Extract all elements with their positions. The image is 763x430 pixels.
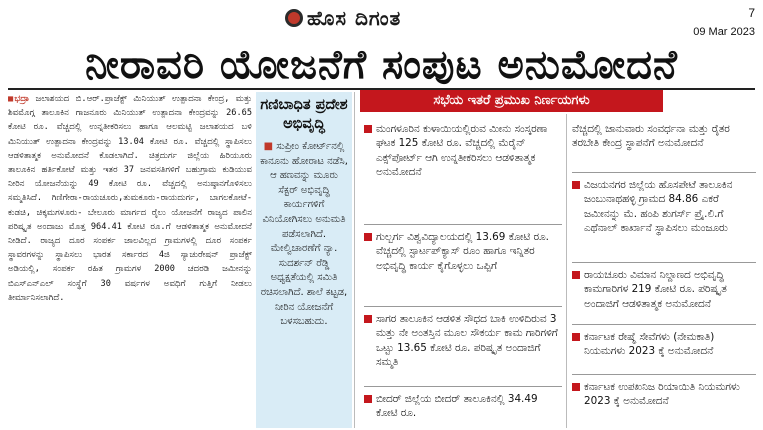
decision-text: ವಿಜಯನಗರ ಜಿಲ್ಲೆಯ ಹೊಸಪೇಟೆ ತಾಲೂಕಿನ ಜಂಬುನಾಥಹಳ್ಳಿ ಗ್ರಾಮದ 84.86 ಎಕರೆ ಜಮೀನನ್ನು ಮೆ. ಹಂಪಿ ಶುಗರ್ಸ್ ಪ್ರೈ.ಲಿ.ಗೆ ಎಥೆನಾಲ್ ಕಾರ್ಖಾನೆ ಸ್ಥಾಪಿಸಲು ಮಂಜೂರು [584, 179, 733, 235]
bullet-square-icon [572, 333, 580, 341]
decision-text: ರಾಯಚೂರು ವಿಮಾನ ನಿಲ್ದಾಣದ ಅಭಿವೃದ್ಧಿ ಕಾಮಗಾರಿಗಳ 219 ಕೋಟಿ ರೂ. ಪರಿಷ್ಕೃತ ಅಂದಾಜಿಗೆ ಆಡಳಿತಾತ್ಮಕ ಅನುಮೋದನೆ [584, 269, 727, 310]
decision-item [364, 230, 562, 273]
left-article-paragraph [8, 92, 252, 305]
left-article-body: ಜಲಾಶಯದ ಬಿ.ಆರ್.ಪ್ರಾಜೆಕ್ಟ್ ಮಿನಿಯುತ್ ಉತ್ಪಾದನಾ ಕೇಂದ್ರ, ಮತ್ತು ಶಿವಮೊಗ್ಗ ತಾಲೂಕಿನ ಗಾಜನೂರು ಮಿನಿಯುತ್ ಉತ್ಪಾದನಾ ಕೇಂದ್ರವನ್ನು 26.65 ಕೋಟಿ ರೂ. ವೆಚ್ಚದಲ್ಲಿ ಉನ್ನತೀಕರಿಸಲು ಹಾಗೂ ಆಲಮಟ್ಟಿ ಜಲಾಶಯದ ಬಳಿ ಮಿನಿಯುತ್ ಉತ್ಪಾದನಾ ಕೇಂದ್ರವನ್ನು 13.04 ಕೋಟಿ ರೂ. ವೆಚ್ಚದಲ್ಲಿ ಸ್ಥಾಪಿಸಲು ಆಡಳಿತಾತ್ಮಕ ಅನುಮೋದನೆ ಕೊಡಲಾಗಿದೆ. ಚಿತ್ರದುರ್ಗ ಜಿಲ್ಲೆಯ ಹಿರಿಯೂರು ತಾಲೂಕಿನ ಹರ್ತಿಕೋಟೆ ಮತ್ತು ಇತರ 37 ಜನವಸತಿಗಳಿಗೆ ಬಹುಗ್ರಾಮ ಕುಡಿಯುವ ನೀರಿನ ಯೋಜನೆಯನ್ನು 49 ಕೋಟಿ ರೂ. ವೆಚ್ಚದಲ್ಲಿ ಅನುಷ್ಠಾನಗೊಳಿಸಲು ಸಮ್ಮತಿಸಿದೆ. ಗಿಣಿಗೇರಾ-ರಾಯಚೂರು,ತುಮಕೂರು-ರಾಯದುರ್ಗ, ಬಾಗಲಕೋಟೆ-ಕುಡಚಿ, ಚಿಕ್ಕಮಗಳೂರು- ಬೇಲೂರು ಮಾರ್ಗದ ರೈಲು ಯೋಜನೆಗೆ ರಾಜ್ಯದ ಪಾಲಿನ ಪರಿಷ್ಕೃತ ಅಂದಾಜು ಮೊತ್ತ 964.41 ಕೋಟಿ ರೂ.ಗೆ ಆಡಳಿತಾತ್ಮಕ ಅನುಮೋದನೆ ನೀಡಿದೆ. ರಾಜ್ಯದ ದೂರ ಸಂಪರ್ಕ ಜಾಲವಿಲ್ಲದ ಗ್ರಾಮಗಳಲ್ಲಿ ದೂರ ಸಂಪರ್ಕ ಸ್ಥಾವರಗಳನ್ನು ಸ್ಥಾಪಿಸಲು ಭಾರತ ಸರ್ಕಾರದ 4ಜಿ ಸ್ಯಾಚುರೇಷನ್ ಪ್ರಾಜೆಕ್ಟ್ ಅಡಿಯಲ್ಲಿ, ಸಂಪರ್ಕ ರಹಿತ ಗ್ರಾಮಗಳ 2000 ಚದರಡಿ ಜಮೀನನ್ನು ಬಿಎಸ್‌ಎನ್‌ಎಲ್ ಸಂಸ್ಥೆಗೆ 30 ವರ್ಷಗಳ ಅವಧಿಗೆ ಗುತ್ತಿಗೆ ನೀಡಲು ತೀರ್ಮಾನಿಸಲಾಗಿದೆ. [8, 94, 252, 303]
decision-text: ವೆಚ್ಚದಲ್ಲಿ ಜಾನುವಾರು ಸಂವರ್ಧನಾ ಮತ್ತು ರೈತರ ತರಬೇತಿ ಕೇಂದ್ರ ಸ್ಥಾಪನೆಗೆ ಅನುಮೋದನೆ [572, 123, 730, 150]
bullet-square-icon [572, 181, 580, 189]
item-divider [572, 324, 756, 325]
dateline-marker-icon: ■ [263, 141, 274, 152]
headline: ನೀರಾವರಿ ಯೋಜನೆಗೆ ಸಂಪುಟ ಅನುಮೋದನೆ [85, 42, 678, 88]
edition-date: 09 Mar 2023 [693, 26, 755, 38]
decision-item [572, 268, 756, 311]
item-divider [572, 374, 756, 375]
decision-text: ಸಾಗರ ತಾಲೂಕಿನ ಆಡಳಿತ ಸೌಧದ ಬಾಕಿ ಉಳಿದಿರುವ 3 ಮತ್ತು ನೇ ಅಂತಸ್ತಿನ ಮೂಲ ಸೌಕರ್ಯ ಕಾಮ ಗಾರಿಗಳಿಗೆ ಒಟ್ಟು 13.65 ಕೋಟಿ ರೂ. ಪರಿಷ್ಕೃತ ಅಂದಾಜಿಗೆ ಸಮ್ಮತಿ [376, 313, 558, 369]
item-divider [364, 386, 562, 387]
decision-text: ಕರ್ನಾಟಕ ಉಪಖನಿಜ ರಿಯಾಯಿತಿ ನಿಯಮಗಳು 2023 ಕ್ಕೆ ಅನುಮೋದನೆ [584, 381, 740, 408]
item-divider [364, 306, 562, 307]
newspaper-name: ಹೊಸ ದಿಗಂತ [307, 6, 402, 30]
masthead [285, 4, 401, 32]
decision-item [364, 392, 562, 421]
mining-area-box [256, 92, 352, 428]
decision-text: ಕರ್ನಾಟಕ ರೇಷ್ಮೆ ಸೇವೆಗಳು (ನೇಮಕಾತಿ) ನಿಯಮಗಳು 2023 ಕ್ಕೆ ಅನುಮೋದನೆ [584, 331, 715, 358]
item-divider [572, 262, 756, 263]
item-divider [572, 172, 756, 173]
decision-text: ಗುಲ್ಬರ್ಗ ವಿಶ್ವವಿದ್ಯಾಲಯದಲ್ಲಿ 13.69 ಕೋಟಿ ರೂ. ವೆಚ್ಚದಲ್ಲಿ ಸ್ಟಾರ್ಟಪ್‌ಕ್ಯಾಸ್ ರೂಂ ಹಾಗೂ ಇನ್ನಿತರ ಅಭಿವೃದ್ಧಿ ಕಾರ್ಯ ಕೈಗೊಳ್ಳಲು ಒಪ್ಪಿಗೆ [376, 231, 549, 272]
page-number: 7 [748, 6, 755, 20]
bullet-square-icon [364, 233, 372, 241]
decision-text: ಬೀದರ್ ಜಿಲ್ಲೆಯ ಬೀದರ್ ತಾಲೂಕಿನಲ್ಲಿ 34.49 ಕೋಟಿ ರೂ. [376, 393, 538, 420]
left-article [8, 92, 252, 305]
decision-item [572, 380, 756, 409]
decisions-column-divider [566, 114, 567, 428]
decision-item [572, 178, 756, 236]
item-divider [364, 224, 562, 225]
decision-continuation [572, 122, 756, 151]
dateline-marker-icon: ■ [8, 94, 15, 104]
mining-area-heading: ಗಣಿಬಾಧಿತ ಪ್ರದೇಶ ಅಭಿವೃದ್ಧಿ [260, 97, 348, 132]
bullet-square-icon [572, 271, 580, 279]
mining-area-body: ಸುಪ್ರೀಂ ಕೋರ್ಟ್‌ನಲ್ಲಿ ಕಾನೂನು ಹೋರಾಟ ನಡೆಸಿ, ಆ ಹಣವನ್ನು ಮೂರು ಸೆಕ್ಟರ್ ಅಭಿವೃದ್ಧಿ ಕಾರ್ಯಗಳಿಗೆ ವಿನಿಯೋಗಿಸಲು ಅನುಮತಿ ಪಡೆಸಲಾಗಿದೆ. ಮೇಲ್ವಿಚಾರಣೆಗೆ ನ್ಯಾ. ಸುದರ್ಶನ್ ರೆಡ್ಡಿ ಅಧ್ಯಕ್ಷತೆಯಲ್ಲಿ ಸಮಿತಿ ರಚಿಸಲಾಗಿದೆ. ಶಾಲೆ ಕಟ್ಟಡ, ನೀರಿನ ಯೋಜನೆಗೆ ಬಳಸಬಹುದು. [260, 141, 348, 328]
bullet-square-icon [364, 315, 372, 323]
mining-area-body-wrap [260, 140, 348, 330]
decision-item [572, 330, 756, 359]
bullet-square-icon [572, 383, 580, 391]
dateline-place: ಭದ್ರಾ [14, 94, 30, 104]
decision-item [364, 312, 562, 370]
bullet-square-icon [364, 395, 372, 403]
decision-item [364, 122, 562, 180]
decisions-banner: ಸಭೆಯ ಇತರೆ ಪ್ರಮುಖ ನಿರ್ಣಯಗಳು [360, 90, 663, 112]
newspaper-logo-icon [285, 9, 303, 27]
column-divider [354, 92, 355, 428]
bullet-square-icon [364, 125, 372, 133]
decision-text: ಮಂಗಳೂರಿನ ಕುಳಾಯಿಯಲ್ಲಿರುವ ಮೀನು ಸಂಸ್ಕರಣಾ ಘಟಕ 125 ಕೋಟಿ ರೂ. ವೆಚ್ಚದಲ್ಲಿ ಮೆರೈನ್ ಎಕ್ಸ್‌ಪೋರ್ಟ್ ಆಗಿ ಉನ್ನತೀಕರಿಸಲು ಆಡಳಿತಾತ್ಮಕ ಅನುಮೋದನೆ [376, 123, 548, 179]
